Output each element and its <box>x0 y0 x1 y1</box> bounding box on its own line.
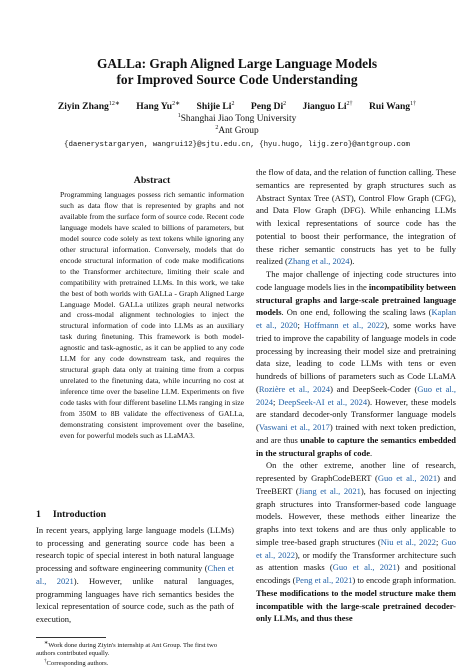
author: Peng Di$^2$ <box>250 101 287 112</box>
citation-link[interactable]: Guo et al., 2021 <box>332 562 397 573</box>
citation-link[interactable]: Kaplan et al., 2020 <box>256 307 456 330</box>
citation-link[interactable]: Guo et al., 2021 <box>377 473 438 483</box>
intro-left-column: In recent years, applying large language models (LLMs) to processing and generating source code has been a research topic of special interest in both natural language processing and software engineering community (Chen et al., 2021). However, unlike natural languages, programming languages have rich semantics besides the lexical representation of source code, such as the path of execution, <box>36 525 235 624</box>
right-column <box>256 166 456 625</box>
paragraph: the flow of data, and the relation of function calling. These semantics are represented by graph structures such as Abstract Syntax Tree (AST), Control Flow Graph (CFG), and Data Flow Graph (DFG). While enhancing LLMs with lexical representations of source code has the potential to boost their performance, the integration of these richer semantic constructs has yet to be fully realized (Zhang et al., 2024). <box>256 167 456 267</box>
affiliation-1: $^1$Shanghai Jiao Tong University <box>177 113 297 124</box>
citation-link[interactable]: Jiang et al., 2021 <box>298 485 361 496</box>
author: Ziyin Zhang$^{12∗}$ <box>57 101 120 112</box>
citation-link[interactable]: Guo et al., 2022 <box>256 536 456 560</box>
author-emails: {daenerystargaryen, wangrui12}@sjtu.edu.cn, {hyu.hugo, lijg.zero}@antgroup.com <box>64 141 410 149</box>
citation-link[interactable]: Peng et al., 2021 <box>295 575 353 585</box>
footnote: †Corresponding authors. <box>44 659 109 668</box>
paragraph: The major challenge of injecting code structures into code language models lies in the incompatibility between structural graphs and large-scale pretrained language models. On one end, following the scaling laws (Kaplan et al., 2020; Hoffmann et al., 2022), some works have tried to improve the capability of language models in code processing by increasing their model size and pretraining data size, leading to code LLMs with tens or even hundreds of billions of parameters such as Code LLaMA (Rozière et al., 2024) and DeepSeek-Coder (Guo et al., 2024; DeepSeek-AI et al., 2024). However, these models are standard decoder-only Transformer language models (Vaswani et al., 2017) trained with next token prediction, and are thus unable to capture the semantics embedded in the structural graphs of code. <box>256 269 456 458</box>
abstract-text: Programming languages possess rich semantic information such as data flow that is represented by graphs and not available from the surface form of source code. Recent code language models have scaled to billions of parameters, but model source code solely as text tokens while ignoring any other structural information. Conversely, models that do encode structural information of code make modifications to the Transformer architecture, limiting their scale and compatibility with pretrained LLMs. In this work, we take the best of both worlds with GALLa - Graph Aligned Large Language Model. GALLa utilizes graph neural networks and cross-modal alignment technologies to inject the structural information of code into LLMs as an auxiliary task during finetuning. This framework is both model-agnostic and task-agnostic, as it can be applied to any code LLM for any code downstream task, and requires the structural graph data only at training time from a corpus unrelated to the finetuning data, while incurring no cost at inference time over the baseline LLM. Experiments on five code tasks with four different baseline LLMs ranging in size from 350M to 8B validate the effectiveness of GALLa, demonstrating consistent improvement over the baseline, even for powerful models such as LLaMA3. <box>60 190 244 440</box>
abstract-heading: Abstract <box>133 175 171 186</box>
author: Hang $Yu^{2∗}$ <box>136 101 181 112</box>
author: Rui Wang$^{1\dagger}$ <box>368 101 417 112</box>
affiliation-2: $^2$Ant Group <box>215 125 259 136</box>
citation-link[interactable]: Vaswani et al., 2017 <box>258 422 330 432</box>
title-line-1: GALLa: Graph Aligned Large Language Models <box>96 56 378 71</box>
citation-link[interactable]: Chen et al., 2021 <box>36 563 235 586</box>
citation-link[interactable]: Rozière et al., 2024 <box>258 383 331 394</box>
footnote: ∗Work done during Ziyin's internship at Ant Group. The first two authors contributed equally. <box>36 641 218 658</box>
title-line-2: for Improved Source Code Understanding <box>116 72 358 87</box>
author-list <box>0 100 474 112</box>
footnote-divider <box>36 637 106 638</box>
paper-title <box>0 56 474 88</box>
author: Shijie Li$^2$ <box>196 101 235 112</box>
section-heading-introduction: 1 Introduction <box>36 509 107 520</box>
citation-link[interactable]: DeepSeek-AI et al., 2024 <box>278 396 368 407</box>
footnotes <box>36 640 236 669</box>
paragraph: On the other extreme, another line of research, represented by GraphCodeBERT (Guo et al., 2021) and TreeBERT (Jiang et al., 2021), has focused on injecting graph structures into Transformer-based code language models. However, these methods either linearize the graphs into text tokens and are thus only applicable to simple tree-based graph structures (Niu et al., 2022; Guo et al., 2022), or modify the Transformer architecture such as attention masks (Guo et al., 2021) and positional encodings (Peng et al., 2021) to encode graph information. These modifications to the model structure make them incompatible with the large-scale pretrained decoder-only LLMs, and thus these <box>256 460 457 624</box>
citation-link[interactable]: Hoffmann et al., 2022 <box>303 320 385 330</box>
author: Jianguo $Li^{2\dagger}$ <box>302 101 353 112</box>
citation-link[interactable]: Zhang et al., 2024 <box>287 256 350 267</box>
citation-link[interactable]: Guo et al., 2024 <box>256 383 456 407</box>
citation-link[interactable]: Niu et al., 2022 <box>380 536 436 547</box>
